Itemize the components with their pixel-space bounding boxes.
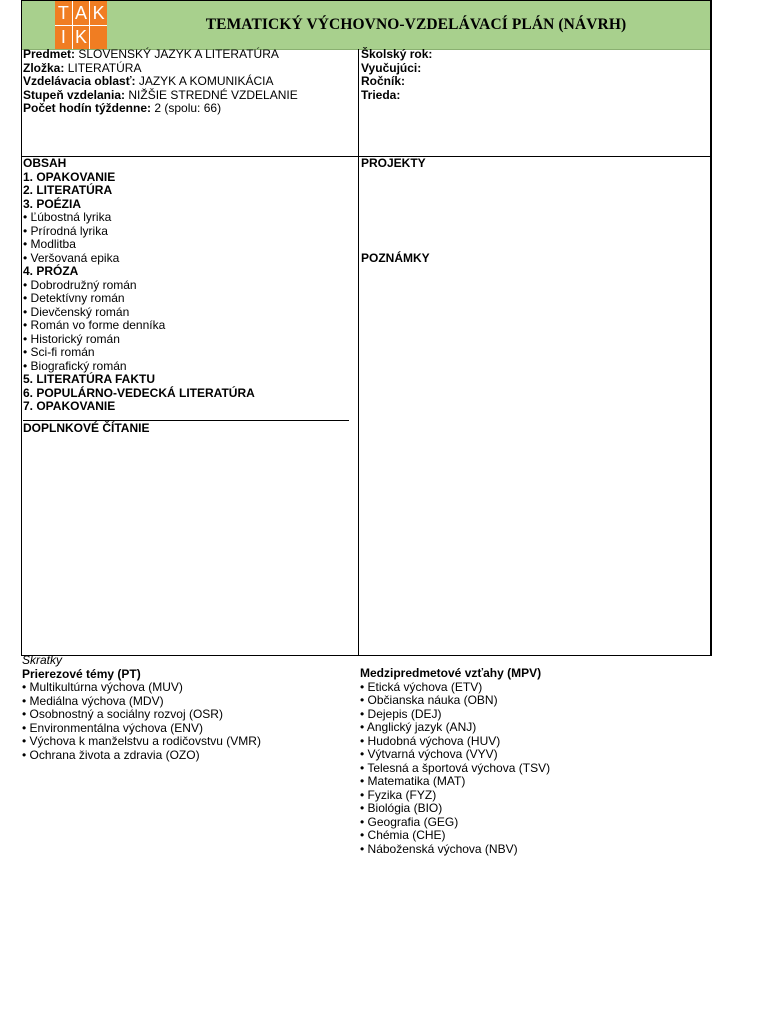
header-band [22,1,710,50]
component-label: Zložka: [23,60,65,75]
area-label: Vzdelávacia oblasť: [23,74,136,88]
section-item: • Detektívny román [23,291,125,305]
hours-label: Počet hodín týždenne: [23,101,152,115]
teacher-label: Vyučujúci: [361,60,422,75]
inter-subject-item: • Matematika (MAT) [360,774,466,788]
abbreviations-inter-subject [360,667,550,856]
cross-topic-item: • Multikultúrna výchova (MUV) [22,680,183,694]
logo-letter [90,26,107,50]
school-year-label: Školský rok: [361,47,433,61]
subject-label: Predmet: [23,47,76,61]
inter-subject-item: • Fyzika (FYZ) [360,787,437,802]
level-value: NIŽŠIE STREDNÉ VZDELANIE [128,87,298,102]
section-item: • Biografický román [23,358,127,373]
notes-label: POZNÁMKY [361,251,430,265]
section-title: 5. LITERATÚRA FAKTU [23,372,155,386]
logo-letter: K [73,26,90,50]
section-title: 3. POÉZIA [23,196,82,211]
cross-topic-item: • Ochrana života a zdravia (OZO) [22,747,200,762]
content-heading: OBSAH [23,156,67,170]
content-sections [23,171,349,414]
section-item: • Modlitba [23,237,76,251]
inter-subject-item: • Výtvarná výchova (VYV) [360,747,498,761]
logo-letter: I [55,26,72,50]
column-divider [358,49,359,655]
section-item: • Dobrodružný román [23,277,137,292]
area-value: JAZYK A KOMUNIKÁCIA [138,74,274,88]
inter-subject-item: • Hudobná výchova (HUV) [360,733,501,748]
section-item: • Dievčenský román [23,304,130,319]
cross-topic-item: • Osobnostný a sociálny rozvoj (OSR) [22,707,223,721]
separator-line [23,414,349,421]
subject-value: SLOVENSKÝ JAZYK A LITERATÚRA [78,47,279,61]
tak-tik-logo [55,1,107,49]
cross-topic-item: • Mediálna výchova (MDV) [22,693,164,708]
hours-row [23,102,298,116]
section-item: • Veršovaná epika [23,250,120,265]
section-title: 4. PRÓZA [23,264,79,278]
inter-subject-item: • Anglický jazyk (ANJ) [360,720,477,734]
cross-topics-list [22,681,261,762]
info-left-column [23,48,298,116]
subject-row [23,48,298,62]
section-title: 2. LITERATÚRA [23,183,113,197]
page-title: TEMATICKÝ VÝCHOVNO-VZDELÁVACÍ PLÁN (NÁVRH) [205,16,627,33]
inter-subject-item: • Biológia (BIO) [360,801,443,815]
component-row [23,62,298,76]
notes-block [361,252,430,266]
inter-subject-item: • Telesná a športová výchova (TSV) [360,760,551,775]
section-title: 1. OPAKOVANIE [23,169,116,184]
level-row [23,89,298,103]
level-label: Stupeň vzdelania: [23,87,126,102]
projects-column [361,157,426,171]
inter-subject-item: • Náboženská výchova (NBV) [360,841,518,856]
section-item: • Prírodná lyrika [23,223,108,238]
component-value: LITERATÚRA [67,60,142,75]
plan-form [21,0,712,656]
supplementary-reading-label: DOPLNKOVÉ ČÍTANIE [23,420,150,435]
cross-topic-item: • Environmentálna výchova (ENV) [22,720,203,735]
abbreviations-heading: Skratky [22,653,63,667]
content-column [23,157,349,435]
cross-topics-title: Prierezové témy (PT) [22,666,141,681]
inter-subject-item: • Chémia (CHE) [360,828,446,842]
section-item: • Historický román [23,331,120,346]
inter-subject-item: • Etická výchova (ETV) [360,679,483,694]
info-right-column [361,48,432,102]
section-title: 6. POPULÁRNO-VEDECKÁ LITERATÚRA [23,385,255,400]
section-item: • Ľúbostná lyrika [23,210,112,224]
inter-subject-list [360,681,550,857]
projects-label: PROJEKTY [361,156,426,170]
section-title: 7. OPAKOVANIE [23,399,116,413]
class-label: Trieda: [361,87,401,102]
logo-letter: A [73,1,90,25]
grade-label: Ročník: [361,74,406,88]
logo-letter: K [90,1,107,25]
inter-subject-item: • Geografia (GEG) [360,814,459,829]
area-row [23,75,298,89]
inter-subject-item: • Občianska náuka (OBN) [360,693,498,707]
inter-subject-title: Medzipredmetové vzťahy (MPV) [360,666,542,680]
hours-value: 2 (spolu: 66) [154,101,222,115]
section-item: • Sci-fi román [23,345,95,359]
inter-subject-item: • Dejepis (DEJ) [360,706,442,721]
section-item: • Román vo forme denníka [23,318,166,332]
abbreviations-cross-topics [22,654,261,762]
cross-topic-item: • Výchova k manželstvu a rodičovstvu (VMR) [22,734,261,748]
logo-letter: T [55,1,72,25]
